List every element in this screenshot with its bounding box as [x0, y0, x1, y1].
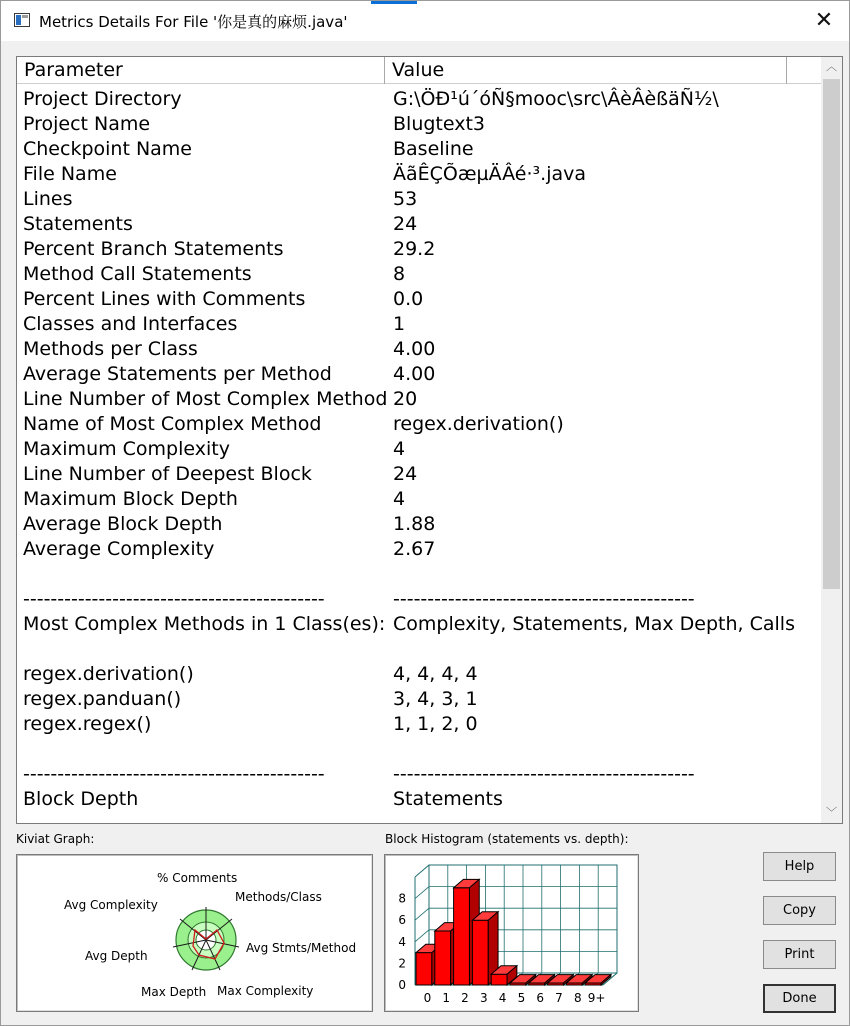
table-row[interactable] — [17, 412, 822, 437]
row-value: 4.00 — [393, 363, 436, 385]
hist-side-grid — [415, 908, 429, 920]
table-row[interactable] — [17, 187, 822, 212]
hist-x-tick-label: 7 — [555, 991, 563, 1005]
table-row[interactable] — [17, 587, 822, 612]
row-parameter: Most Complex Methods in 1 Class(es): — [23, 613, 386, 635]
vertical-scrollbar[interactable] — [821, 57, 842, 823]
row-value: 4.00 — [393, 338, 436, 360]
kiviat-axis-comments: % Comments — [157, 871, 238, 885]
row-value: 29.2 — [393, 238, 436, 260]
row-value: ÄãÊÇÕæµÄÂé·³.java — [393, 163, 586, 185]
row-parameter: Project Directory — [23, 88, 182, 110]
table-row[interactable] — [17, 712, 822, 737]
row-parameter: Line Number of Most Complex Method — [23, 388, 388, 410]
row-value: -------------------------------------------- — [393, 588, 695, 610]
column-header-parameter[interactable]: Parameter — [17, 57, 385, 84]
list-header — [17, 57, 822, 84]
title-accent — [371, 1, 417, 4]
row-value: G:\ÖÐ¹ú´óÑ§mooc\src\ÂèÂèßäÑ½\ — [393, 88, 719, 110]
row-value: Blugtext3 — [393, 113, 486, 135]
block-histogram — [385, 855, 638, 1011]
table-row[interactable] — [17, 87, 822, 112]
hist-y-tick-label: 0 — [398, 978, 406, 992]
hist-side-grid — [415, 887, 429, 899]
table-row[interactable] — [17, 437, 822, 462]
row-parameter: regex.panduan() — [23, 688, 182, 710]
row-parameter: Maximum Complexity — [23, 438, 230, 460]
kiviat-axis-avg-stmts: Avg Stmts/Method — [246, 941, 357, 955]
row-parameter: Block Depth — [23, 788, 139, 810]
row-parameter: Percent Branch Statements — [23, 238, 284, 260]
kiviat-graph-label: Kiviat Graph: — [16, 832, 95, 846]
table-row[interactable] — [17, 787, 822, 812]
table-row[interactable] — [17, 137, 822, 162]
kiviat-axis-methods-class: Methods/Class — [235, 890, 322, 904]
kiviat-axis-avg-complexity: Avg Complexity — [64, 898, 158, 912]
table-row[interactable] — [17, 362, 822, 387]
histogram-panel — [384, 854, 639, 1012]
hist-x-tick-label: 2 — [461, 991, 469, 1005]
table-row[interactable] — [17, 212, 822, 237]
histogram-label: Block Histogram (statements vs. depth): — [385, 832, 629, 846]
row-parameter: -------------------------------------------- — [23, 588, 325, 610]
row-value: 4, 4, 4, 4 — [393, 663, 478, 685]
row-value: 24 — [393, 213, 418, 235]
scroll-up-icon[interactable]: ︿ — [826, 60, 837, 73]
hist-x-tick-label: 4 — [498, 991, 507, 1005]
row-parameter: -------------------------------------------- — [23, 763, 325, 785]
hist-x-tick-label: 1 — [442, 991, 451, 1005]
table-row[interactable] — [17, 687, 822, 712]
hist-y-tick-label: 4 — [398, 934, 406, 949]
table-row[interactable] — [17, 537, 822, 562]
row-parameter: Average Statements per Method — [23, 363, 332, 385]
row-parameter: Line Number of Deepest Block — [23, 463, 312, 485]
row-value: 1.88 — [393, 513, 436, 535]
copy-button[interactable]: Copy — [763, 896, 836, 925]
hist-wall-top — [415, 865, 429, 877]
row-value: 4 — [393, 438, 406, 460]
row-value: 0.0 — [393, 288, 424, 310]
kiviat-axis-max-depth: Max Depth — [141, 985, 207, 999]
row-parameter: Checkpoint Name — [23, 138, 192, 160]
kiviat-graph — [17, 855, 372, 1011]
hist-x-tick-label: 5 — [517, 991, 526, 1005]
row-value: 2.67 — [393, 538, 436, 560]
table-row[interactable] — [17, 337, 822, 362]
metrics-rows — [17, 87, 822, 812]
row-parameter: File Name — [23, 163, 117, 185]
scroll-thumb[interactable] — [823, 79, 840, 589]
hist-y-tick-label: 6 — [398, 913, 406, 928]
row-value: Baseline — [393, 138, 474, 160]
row-value: 24 — [393, 463, 418, 485]
column-header-value[interactable]: Value — [385, 57, 787, 84]
row-parameter: regex.regex() — [23, 713, 152, 735]
row-value: -------------------------------------------- — [393, 763, 695, 785]
row-parameter: Maximum Block Depth — [23, 488, 238, 510]
hist-side-grid — [415, 930, 429, 942]
row-parameter: Average Block Depth — [23, 513, 223, 535]
table-row[interactable] — [17, 637, 822, 662]
kiviat-axis-avg-depth: Avg Depth — [85, 949, 148, 963]
table-row[interactable] — [17, 487, 822, 512]
table-row[interactable] — [17, 262, 822, 287]
row-value: Complexity, Statements, Max Depth, Calls — [393, 613, 795, 635]
print-button[interactable]: Print — [763, 940, 836, 969]
table-row[interactable] — [17, 112, 822, 137]
row-value: Statements — [393, 788, 503, 810]
table-row[interactable] — [17, 612, 822, 637]
hist-y-tick-label: 2 — [398, 956, 406, 971]
app-icon — [14, 13, 30, 27]
table-row[interactable] — [17, 462, 822, 487]
row-parameter: Project Name — [23, 113, 151, 135]
table-row[interactable] — [17, 387, 822, 412]
row-parameter: Statements — [23, 213, 133, 235]
table-row[interactable] — [17, 737, 822, 762]
close-icon[interactable]: ✕ — [814, 8, 834, 33]
table-row[interactable] — [17, 662, 822, 687]
kiviat-axis-max-complexity: Max Complexity — [217, 984, 314, 998]
row-value: 53 — [393, 188, 418, 210]
hist-x-tick-label: 8 — [573, 991, 582, 1005]
row-value: 1 — [393, 313, 406, 335]
row-parameter: Lines — [23, 188, 73, 210]
hist-x-tick-label: 6 — [536, 991, 545, 1005]
hist-x-tick-label: 0 — [423, 991, 432, 1005]
table-row[interactable] — [17, 162, 822, 187]
row-value: 4 — [393, 488, 406, 510]
window-title: Metrics Details For File '你是真的麻烦.java' — [39, 13, 348, 31]
row-parameter: Name of Most Complex Method — [23, 413, 322, 435]
row-parameter: Classes and Interfaces — [23, 313, 238, 335]
row-value: 20 — [393, 388, 418, 410]
row-value: 1, 1, 2, 0 — [393, 713, 478, 735]
metrics-list[interactable] — [16, 56, 843, 824]
table-row[interactable] — [17, 512, 822, 537]
row-value: 3, 4, 3, 1 — [393, 688, 478, 710]
kiviat-graph-panel — [16, 854, 373, 1012]
table-row[interactable] — [17, 562, 822, 587]
hist-y-tick-label: 8 — [398, 891, 406, 906]
hist-x-tick-label: 3 — [479, 991, 488, 1005]
table-row[interactable] — [17, 762, 822, 787]
row-parameter: regex.derivation() — [23, 663, 194, 685]
row-parameter: Percent Lines with Comments — [23, 288, 306, 310]
scroll-down-icon[interactable]: ﹀ — [826, 806, 837, 819]
table-row[interactable] — [17, 287, 822, 312]
row-value: regex.derivation() — [393, 413, 564, 435]
row-value: 8 — [393, 263, 406, 285]
row-parameter: Method Call Statements — [23, 263, 252, 285]
table-row[interactable] — [17, 312, 822, 337]
help-button[interactable]: Help — [763, 852, 836, 881]
row-parameter: Average Complexity — [23, 538, 215, 560]
done-button[interactable]: Done — [763, 984, 836, 1013]
hist-x-tick-label: 9+ — [587, 991, 606, 1005]
table-row[interactable] — [17, 237, 822, 262]
title-bar — [1, 1, 849, 41]
row-parameter: Methods per Class — [23, 338, 198, 360]
